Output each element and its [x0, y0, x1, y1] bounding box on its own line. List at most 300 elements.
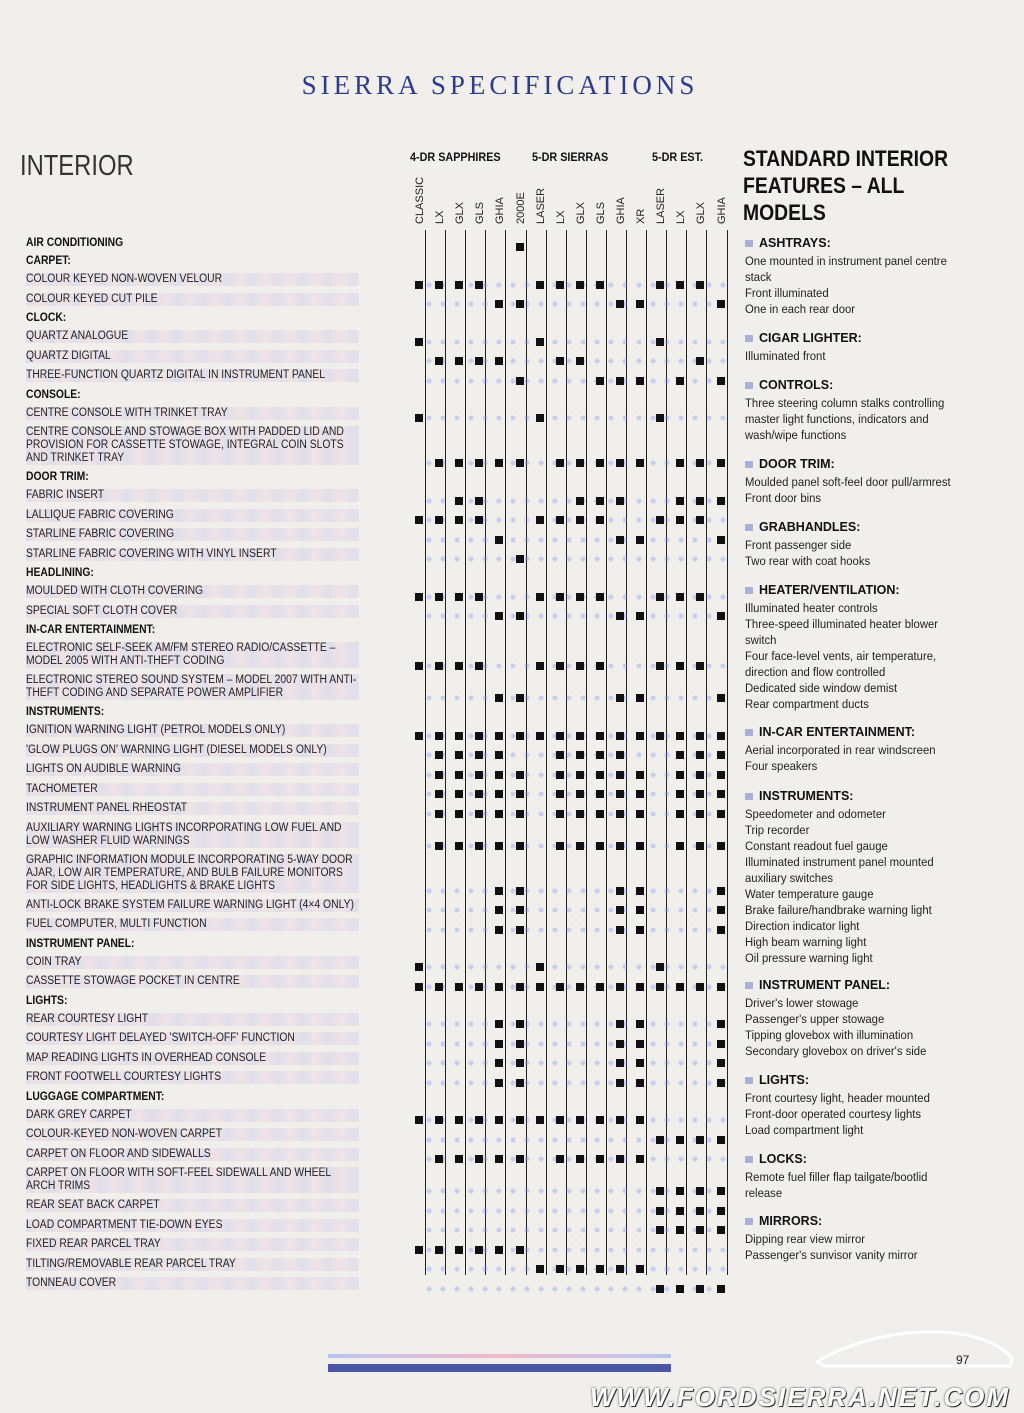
- standard-feature-mark: [556, 732, 564, 740]
- feature-line: switch: [745, 633, 777, 647]
- standard-feature-mark: [616, 887, 624, 895]
- feature-line: Tipping glovebox with illumination: [745, 1028, 914, 1042]
- column-header-label: GLX: [695, 201, 708, 224]
- standard-feature-mark: [717, 497, 725, 505]
- standard-feature-mark: [596, 751, 604, 759]
- standard-feature-mark: [717, 1226, 725, 1234]
- column-group-label: 5-DR EST.: [652, 150, 704, 164]
- category-label: LUGGAGE COMPARTMENT:: [26, 1090, 165, 1103]
- standard-feature-mark: [676, 1136, 684, 1144]
- standard-feature-mark: [415, 983, 423, 991]
- standard-feature-mark: [616, 1059, 624, 1067]
- standard-feature-mark: [455, 593, 463, 601]
- column-header-label: CLASSIC: [414, 176, 426, 224]
- standard-feature-mark: [516, 612, 524, 620]
- standard-feature-mark: [616, 1155, 624, 1163]
- standard-feature-mark: [636, 842, 644, 850]
- feature-label: STARLINE FABRIC COVERING WITH VINYL INSERT: [26, 548, 359, 561]
- feature-line: Three steering column stalks controlling: [745, 396, 945, 410]
- table-row: [26, 509, 726, 529]
- standard-feature-mark: [516, 906, 524, 914]
- feature-label: ELECTRONIC SELF-SEEK AM/FM STEREO RADIO/CASSETTE – MODEL 2005 WITH ANTI-THEFT CODING: [26, 642, 359, 668]
- standard-feature-mark: [596, 810, 604, 818]
- standard-feature-mark: [556, 593, 564, 601]
- standard-feature-mark: [516, 1246, 524, 1254]
- table-row: [26, 1167, 726, 1199]
- standard-feature-mark: [636, 810, 644, 818]
- standard-feature-mark: [455, 771, 463, 779]
- feature-label: COIN TRAY: [26, 956, 359, 969]
- standard-feature-mark: [717, 612, 725, 620]
- category-row: [26, 237, 726, 255]
- standard-feature-mark: [495, 790, 503, 798]
- standard-feature-mark: [696, 983, 704, 991]
- standard-feature-mark: [495, 1020, 503, 1028]
- standard-feature-mark: [556, 516, 564, 524]
- standard-feature-mark: [516, 926, 524, 934]
- bullet-square-icon: [745, 1077, 753, 1084]
- standard-feature-mark: [516, 1040, 524, 1048]
- standard-feature-mark: [516, 732, 524, 740]
- category-label: CONSOLE:: [26, 388, 81, 401]
- feature-line: Passenger's sunvisor vanity mirror: [745, 1248, 918, 1262]
- row-leader-dots: [422, 1038, 726, 1050]
- standard-feature-mark: [636, 1079, 644, 1087]
- feature-line: Three-speed illuminated heater blower: [745, 617, 939, 631]
- standard-feature-mark: [475, 790, 483, 798]
- feature-label: GRAPHIC INFORMATION MODULE INCORPORATING 5-WAY DOOR AJAR, LOW AIR TEMPERATURE, AND BULB FAILURE MONITORS FOR SIDE LIGHTS, HEADLIGHTS & BRAKE LIGHTS: [26, 854, 359, 893]
- standard-feature-mark: [455, 790, 463, 798]
- column-header-label: LX: [675, 210, 688, 224]
- standard-feature-mark: [636, 926, 644, 934]
- standard-feature-mark: [717, 1040, 725, 1048]
- standard-feature-mark: [596, 1265, 604, 1273]
- standard-feature-mark: [516, 459, 524, 467]
- feature-label: QUARTZ ANALOGUE: [26, 330, 359, 343]
- feature-section-heading-text: LIGHTS:: [759, 1073, 809, 1087]
- standard-feature-mark: [616, 1020, 624, 1028]
- feature-label: COURTESY LIGHT DELAYED 'SWITCH-OFF' FUNCTION: [26, 1032, 359, 1045]
- standard-feature-mark: [556, 771, 564, 779]
- feature-line: Rear compartment ducts: [745, 697, 869, 711]
- standard-feature-mark: [656, 414, 664, 422]
- feature-section-heading-text: HEATER/VENTILATION:: [759, 583, 900, 597]
- standard-feature-mark: [676, 281, 684, 289]
- standard-feature-mark: [536, 662, 544, 670]
- standard-feature-mark: [717, 1020, 725, 1028]
- standard-feature-mark: [656, 1207, 664, 1215]
- standard-feature-mark: [556, 842, 564, 850]
- table-row: [26, 956, 726, 976]
- row-leader-dots: [422, 412, 726, 424]
- standard-feature-mark: [696, 662, 704, 670]
- feature-line: Dipping rear view mirror: [745, 1232, 866, 1246]
- feature-line: Aerial incorporated in rear windscreen: [745, 743, 936, 757]
- column-header: [591, 176, 611, 224]
- table-row: [26, 407, 726, 427]
- column-header-label: LASER: [534, 187, 547, 224]
- feature-line: direction and flow controlled: [745, 665, 886, 679]
- feature-label: INSTRUMENT PANEL RHEOSTAT: [26, 802, 359, 815]
- feature-line: Moulded panel soft-feel door pull/armrest: [745, 475, 951, 489]
- feature-label: IGNITION WARNING LIGHT (PETROL MODELS ONLY): [26, 724, 359, 737]
- feature-section: [745, 789, 1015, 966]
- column-header: [470, 176, 490, 224]
- feature-section-heading: [745, 331, 1015, 345]
- standard-feature-mark: [576, 497, 584, 505]
- standard-feature-mark: [596, 662, 604, 670]
- standard-feature-mark: [516, 790, 524, 798]
- standard-feature-mark: [556, 662, 564, 670]
- standard-feature-mark: [415, 281, 423, 289]
- category-label: HEADLINING:: [26, 567, 94, 579]
- standard-feature-mark: [516, 887, 524, 895]
- page-title: SIERRA SPECIFICATIONS: [301, 70, 699, 100]
- feature-section-heading: [745, 1152, 1015, 1166]
- feature-line: Driver's lower stowage: [745, 996, 859, 1010]
- standard-feature-mark: [576, 790, 584, 798]
- standard-feature-mark: [576, 516, 584, 524]
- standard-feature-mark: [536, 1265, 544, 1273]
- column-header: [450, 176, 470, 224]
- column-header: [712, 176, 732, 224]
- standard-feature-mark: [536, 516, 544, 524]
- feature-line: stack: [745, 270, 772, 284]
- column-header: [691, 176, 711, 224]
- standard-feature-mark: [616, 1265, 624, 1273]
- standard-feature-mark: [556, 810, 564, 818]
- category-row: [26, 938, 726, 956]
- page-number: 97: [956, 1353, 970, 1367]
- standard-feature-mark: [636, 771, 644, 779]
- standard-feature-mark: [415, 414, 423, 422]
- standard-feature-mark: [656, 281, 664, 289]
- feature-line: Water temperature gauge: [745, 887, 874, 901]
- column-header-label: LX: [554, 210, 567, 224]
- standard-feature-mark: [475, 732, 483, 740]
- feature-section-heading: [745, 789, 1015, 803]
- standard-feature-mark: [495, 1116, 503, 1124]
- standard-feature-mark: [435, 1116, 443, 1124]
- column-header: [490, 176, 510, 224]
- standard-feature-mark: [415, 963, 423, 971]
- standard-feature-mark: [495, 771, 503, 779]
- column-header: [571, 176, 591, 224]
- standard-feature-mark: [495, 887, 503, 895]
- standard-feature-mark: [616, 790, 624, 798]
- standard-feature-mark: [576, 983, 584, 991]
- standard-feature-mark: [676, 842, 684, 850]
- feature-label: AUXILIARY WARNING LIGHTS INCORPORATING LOW FUEL AND LOW WASHER FLUID WARNINGS: [26, 822, 359, 848]
- feature-label: REAR COURTESY LIGHT: [26, 1013, 359, 1026]
- feature-label: QUARTZ DIGITAL: [26, 350, 359, 363]
- feature-label: CENTRE CONSOLE WITH TRINKET TRAY: [26, 407, 359, 420]
- standard-feature-mark: [696, 771, 704, 779]
- column-header-label: GHIA: [615, 197, 627, 224]
- standard-feature-mark: [696, 1285, 704, 1293]
- standard-feature-mark: [696, 842, 704, 850]
- standard-feature-mark: [435, 842, 443, 850]
- standard-feature-mark: [556, 281, 564, 289]
- row-leader-dots: [422, 904, 726, 916]
- standard-feature-mark: [616, 810, 624, 818]
- column-header-label: GLX: [574, 201, 587, 224]
- column-header-label: LX: [434, 210, 447, 224]
- standard-feature-mark: [576, 810, 584, 818]
- standard-feature-mark: [556, 459, 564, 467]
- standard-feature-mark: [717, 842, 725, 850]
- standard-feature-mark: [536, 593, 544, 601]
- standard-feature-mark: [717, 751, 725, 759]
- feature-section: [745, 520, 1015, 569]
- standard-feature-mark: [616, 732, 624, 740]
- standard-feature-mark: [435, 357, 443, 365]
- standard-feature-mark: [475, 459, 483, 467]
- standard-feature-mark: [495, 732, 503, 740]
- standard-feature-mark: [676, 377, 684, 385]
- standard-feature-mark: [656, 963, 664, 971]
- standard-feature-mark: [596, 771, 604, 779]
- standard-feature-mark: [676, 516, 684, 524]
- standard-feature-mark: [596, 497, 604, 505]
- feature-label: SPECIAL SOFT CLOTH COVER: [26, 605, 359, 618]
- standard-feature-mark: [455, 1246, 463, 1254]
- column-header: [430, 176, 450, 224]
- feature-line: master light functions, indicators and: [745, 412, 929, 426]
- table-row: [26, 330, 726, 350]
- standard-feature-mark: [696, 1136, 704, 1144]
- category-label: INSTRUMENTS:: [26, 706, 105, 718]
- standard-feature-mark: [676, 1226, 684, 1234]
- standard-feature-mark: [636, 459, 644, 467]
- feature-section-heading-text: INSTRUMENT PANEL:: [759, 978, 891, 992]
- standard-feature-mark: [636, 612, 644, 620]
- standard-feature-mark: [415, 593, 423, 601]
- standard-feature-mark: [475, 842, 483, 850]
- feature-label: LIGHTS ON AUDIBLE WARNING: [26, 763, 359, 776]
- bullet-square-icon: [745, 793, 753, 800]
- standard-feature-mark: [656, 338, 664, 346]
- category-row: [26, 312, 726, 330]
- standard-feature-mark: [676, 751, 684, 759]
- feature-section: [745, 725, 1015, 774]
- standard-feature-mark: [696, 732, 704, 740]
- standard-feature-mark: [636, 300, 644, 308]
- standard-feature-mark: [717, 1285, 725, 1293]
- standard-feature-mark: [495, 810, 503, 818]
- column-group-label: 4-DR SAPPHIRES: [410, 150, 501, 164]
- standard-feature-mark: [696, 459, 704, 467]
- standard-feature-mark: [435, 516, 443, 524]
- category-row: [26, 995, 726, 1013]
- category-row: [26, 706, 726, 724]
- standard-feature-mark: [696, 357, 704, 365]
- standard-feature-mark: [616, 459, 624, 467]
- standard-feature-mark: [455, 1116, 463, 1124]
- standard-feature-mark: [435, 751, 443, 759]
- standard-feature-mark: [717, 887, 725, 895]
- column-header-label: GHIA: [715, 197, 728, 224]
- feature-line: Direction indicator light: [745, 919, 860, 933]
- standard-feature-mark: [636, 906, 644, 914]
- feature-label: FUEL COMPUTER, MULTI FUNCTION: [26, 918, 359, 931]
- car-silhouette-icon: [812, 1322, 1022, 1372]
- standard-feature-mark: [696, 593, 704, 601]
- standard-feature-mark: [616, 612, 624, 620]
- standard-feature-mark: [676, 1187, 684, 1195]
- sidebar-title: STANDARD INTERIOR FEATURES – ALL MODELS: [743, 146, 949, 225]
- feature-label: COLOUR-KEYED NON-WOVEN CARPET: [26, 1128, 359, 1141]
- row-leader-dots: [422, 1153, 726, 1165]
- standard-feature-mark: [475, 1116, 483, 1124]
- category-row: [26, 567, 726, 585]
- row-leader-dots: [422, 924, 726, 936]
- standard-feature-mark: [475, 1246, 483, 1254]
- standard-feature-mark: [415, 516, 423, 524]
- category-row: [26, 624, 726, 642]
- standard-feature-mark: [717, 300, 725, 308]
- standard-feature-mark: [435, 459, 443, 467]
- standard-feature-mark: [435, 771, 443, 779]
- standard-feature-mark: [717, 1187, 725, 1195]
- feature-line: One in each rear door: [745, 302, 856, 316]
- feature-line: Illuminated heater controls: [745, 601, 878, 615]
- feature-line: Front courtesy light, header mounted: [745, 1091, 930, 1105]
- standard-feature-mark: [576, 1155, 584, 1163]
- standard-feature-mark: [495, 906, 503, 914]
- feature-label: FIXED REAR PARCEL TRAY: [26, 1238, 359, 1251]
- feature-section: [745, 1152, 1015, 1201]
- standard-feature-mark: [717, 732, 725, 740]
- table-row: [26, 642, 726, 674]
- table-row: [26, 350, 726, 370]
- category-row: [26, 471, 726, 489]
- standard-feature-mark: [556, 790, 564, 798]
- row-leader-dots: [422, 1057, 726, 1069]
- feature-line: One mounted in instrument panel centre: [745, 254, 947, 268]
- standard-feature-mark: [717, 771, 725, 779]
- standard-feature-mark: [415, 1246, 423, 1254]
- standard-feature-mark: [696, 1187, 704, 1195]
- column-header-label: GLX: [454, 201, 467, 224]
- row-leader-dots: [422, 885, 726, 897]
- standard-feature-mark: [475, 593, 483, 601]
- standard-feature-mark: [435, 1246, 443, 1254]
- standard-feature-mark: [696, 1207, 704, 1215]
- standard-feature-mark: [516, 694, 524, 702]
- table-row: [26, 273, 726, 293]
- standard-feature-mark: [536, 732, 544, 740]
- standard-feature-mark: [676, 593, 684, 601]
- standard-feature-mark: [576, 281, 584, 289]
- standard-feature-mark: [616, 983, 624, 991]
- feature-line: Speedometer and odometer: [745, 807, 886, 821]
- row-leader-dots: [422, 355, 726, 367]
- row-leader-dots: [422, 1018, 726, 1030]
- feature-section: [745, 583, 1015, 712]
- standard-feature-mark: [576, 662, 584, 670]
- table-row: [26, 1219, 726, 1239]
- standard-feature-mark: [616, 300, 624, 308]
- standard-feature-mark: [475, 751, 483, 759]
- standard-feature-mark: [656, 662, 664, 670]
- standard-feature-mark: [596, 281, 604, 289]
- standard-feature-mark: [596, 842, 604, 850]
- standard-feature-mark: [717, 1059, 725, 1067]
- standard-feature-mark: [475, 662, 483, 670]
- standard-feature-mark: [717, 810, 725, 818]
- standard-feature-mark: [495, 1246, 503, 1254]
- standard-feature-mark: [455, 281, 463, 289]
- feature-label: TONNEAU COVER: [26, 1277, 359, 1290]
- column-header-label: GLS: [474, 201, 487, 224]
- bullet-square-icon: [745, 982, 753, 989]
- standard-feature-mark: [676, 497, 684, 505]
- standard-feature-mark: [696, 497, 704, 505]
- standard-feature-mark: [495, 1059, 503, 1067]
- feature-section-heading: [745, 236, 1015, 250]
- feature-line: Front-door operated courtesy lights: [745, 1107, 922, 1121]
- footer-bar-light: [328, 1354, 671, 1358]
- bullet-square-icon: [745, 335, 753, 342]
- category-label: INSTRUMENT PANEL:: [26, 937, 135, 950]
- standard-feature-mark: [717, 459, 725, 467]
- standard-feature-mark: [516, 810, 524, 818]
- feature-line: Brake failure/handbrake warning light: [745, 903, 932, 917]
- standard-feature-mark: [516, 1116, 524, 1124]
- standard-feature-mark: [636, 790, 644, 798]
- standard-feature-mark: [676, 1285, 684, 1293]
- row-leader-dots: [422, 1263, 726, 1275]
- footer-bar: [328, 1364, 671, 1372]
- feature-section-heading-text: INSTRUMENTS:: [759, 789, 854, 803]
- column-rule: [727, 230, 728, 1275]
- feature-section: [745, 978, 1015, 1059]
- standard-feature-mark: [495, 842, 503, 850]
- feature-section-heading: [745, 1073, 1015, 1087]
- standard-feature-mark: [616, 1116, 624, 1124]
- standard-feature-mark: [415, 338, 423, 346]
- standard-feature-mark: [616, 906, 624, 914]
- standard-feature-mark: [455, 732, 463, 740]
- watermark-text: WWW.FORDSIERRA.NET.COM: [590, 1382, 1010, 1412]
- standard-feature-mark: [516, 1020, 524, 1028]
- feature-section-heading: [745, 725, 1015, 739]
- standard-feature-mark: [516, 1155, 524, 1163]
- category-row: [26, 389, 726, 407]
- standard-feature-mark: [717, 906, 725, 914]
- standard-feature-mark: [696, 790, 704, 798]
- standard-feature-mark: [717, 694, 725, 702]
- standard-feature-mark: [616, 536, 624, 544]
- column-header-label: XR: [635, 208, 648, 224]
- feature-section-heading-text: IN-CAR ENTERTAINMENT:: [759, 725, 916, 739]
- feature-label: ELECTRONIC STEREO SOUND SYSTEM – MODEL 2007 WITH ANTI-THEFT CODING AND SEPARATE POWER AMPLIFIER: [26, 674, 359, 700]
- standard-feature-mark: [495, 1079, 503, 1087]
- feature-section-heading: [745, 520, 1015, 534]
- standard-feature-mark: [455, 516, 463, 524]
- standard-feature-mark: [475, 810, 483, 818]
- column-header: [611, 176, 631, 224]
- feature-label: LALLIQUE FABRIC COVERING: [26, 509, 359, 522]
- feature-line: auxiliary switches: [745, 871, 834, 885]
- feature-section-heading: [745, 457, 1015, 471]
- standard-feature-mark: [475, 1155, 483, 1163]
- standard-feature-mark: [696, 281, 704, 289]
- standard-feature-mark: [717, 377, 725, 385]
- standard-feature-mark: [636, 732, 644, 740]
- feature-line: Front passenger side: [745, 538, 852, 552]
